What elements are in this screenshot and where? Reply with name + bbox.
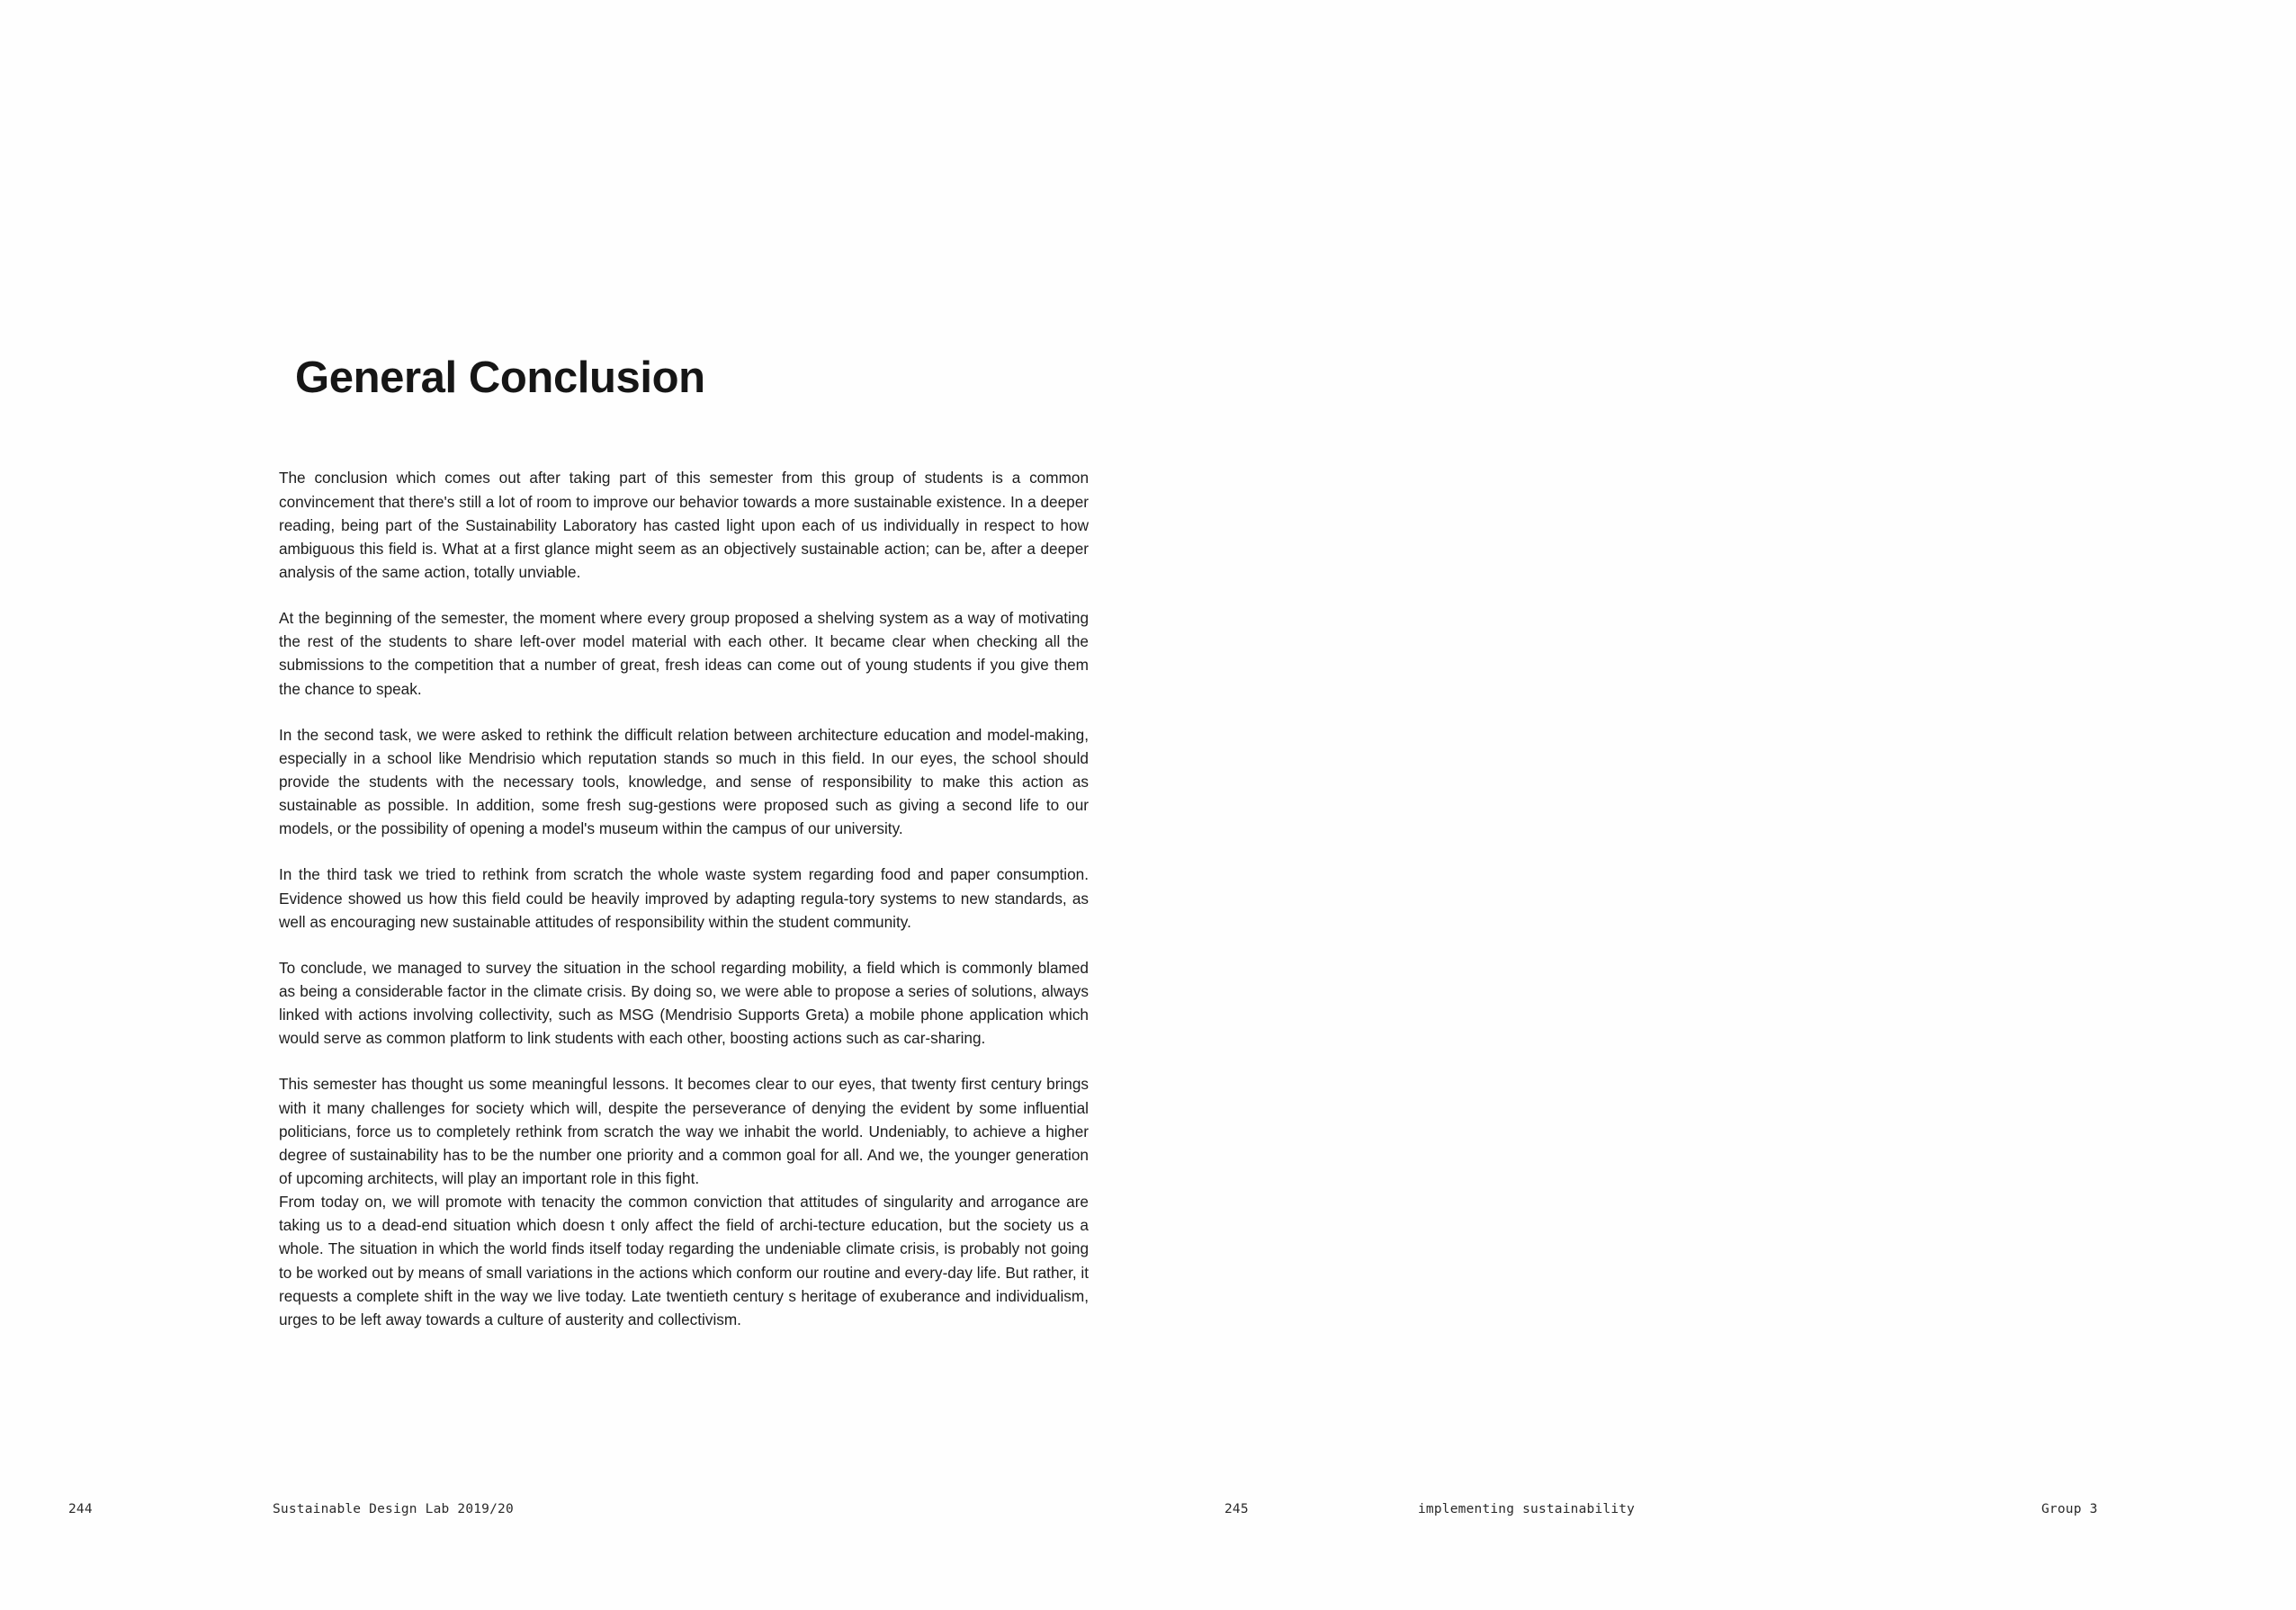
body-paragraph: This semester has thought us some meaningful lessons. It becomes clear to our eyes, that twenty first century brings with it many challenges for society which will, despite the perseverance of denying the evident by some influential politicians, force us to completely rethink from scratch the way we inhabit the world. Undeniably, to achieve a higher degree of sustainability has to be the number one priority and a common goal for all. And we, the younger generation of upcoming architects, will play an important role in this fight.: [279, 1075, 1089, 1187]
body-paragraph: In the second task, we were asked to rethink the difficult relation between architecture education and model-making, especially in a school like Mendrisio which reputation stands so much in this field. In our eyes, the school should provide the students with the necessary tools, knowledge, and sense of responsibility to make this action as sustainable as possible. In addition, some fresh sug-gestions were proposed such as giving a second life to our models, or the possibility of opening a model's museum within the campus of our university.: [279, 725, 1089, 838]
footer-left-page-number: 244: [68, 1502, 93, 1516]
body-paragraph: In the third task we tried to rethink from scratch the whole waste system regarding food and paper consumption. Evidence showed us how this field could be heavily improved by adapting regula-tory systems to new standards, as well as encouraging new sustainable attitudes of responsibility within the student community.: [279, 865, 1089, 931]
body-paragraph: At the beginning of the semester, the moment where every group proposed a shelving system as a way of motivating the rest of the students to share left-over model material with each other. It became clear when checking all the submissions to the competition that a number of great, fresh ideas can come out of young students if you give them the chance to speak.: [279, 609, 1089, 698]
content-column: [279, 355, 1089, 1354]
page-title: General Conclusion: [295, 353, 705, 402]
footer-group-label: Group 3: [2041, 1502, 2098, 1516]
footer-right-label: implementing sustainability: [1418, 1502, 1636, 1516]
footer-left-label: Sustainable Design Lab 2019/20: [273, 1502, 514, 1516]
body-paragraph: The conclusion which comes out after taking part of this semester from this group of students is a common convincement that there's still a lot of room to improve our behavior towards a more sustainable existence. In a deeper reading, being part of the Sustainability Laboratory has casted light upon each of us individually in respect to how ambiguous this field is. What at a first glance might seem as an objectively sustainable action; can be, after a deeper analysis of the same action, totally unviable.: [279, 469, 1089, 581]
body-paragraph: To conclude, we managed to survey the situation in the school regarding mobility, a field which is commonly blamed as being a considerable factor in the climate crisis. By doing so, we were able to propose a series of solutions, always linked with actions involving collectivity, such as MSG (Mendrisio Supports Greta) a mobile phone application which would serve as common platform to link students with each other, boosting actions such as car-sharing.: [279, 958, 1089, 1048]
footer-right-page-number: 245: [1224, 1502, 1249, 1516]
body-paragraph: From today on, we will promote with tenacity the common conviction that attitudes of singularity and arrogance are taking us to a dead-end situation which doesn t only affect the field of archi-tecture education, but the society us a whole. The situation in which the world finds itself today regarding the undeniable climate crisis, is probably not going to be worked out by means of small variations in the actions which conform our routine and every-day life. But rather, it requests a complete shift in the way we live today. Late twentieth century s heritage of exuberance and individualism, urges to be left away towards a culture of austerity and collectivism.: [279, 1193, 1089, 1328]
page-footer: [0, 1502, 2296, 1610]
